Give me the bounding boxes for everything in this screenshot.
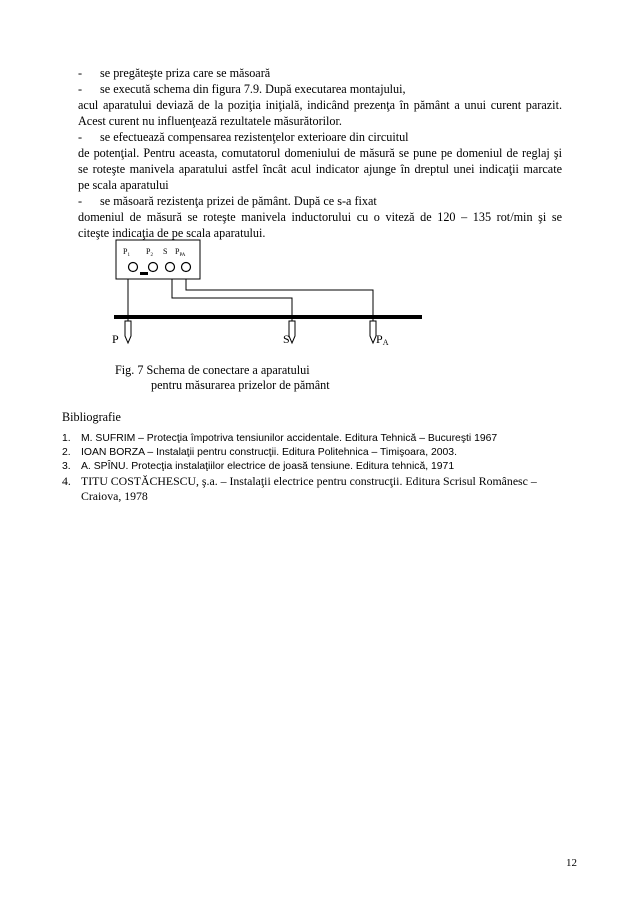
wire-pa: [186, 279, 373, 321]
bibliography-item: [62, 432, 497, 446]
electrode-p: [125, 321, 131, 343]
text-line: se efectuează compensarea rezistenţelor exterioare din circuitul: [100, 130, 409, 144]
terminal-p1-circle: [129, 263, 138, 272]
terminal-label-pa: $P_{PA}$: [175, 247, 186, 258]
text-line: Acest curent nu influenţează rezultatele măsurătorilor.: [78, 114, 342, 128]
electrode-s: [289, 321, 295, 343]
instrument-box: [116, 240, 200, 279]
text-line: de potenţial. Pentru aceasta, comutatorul domeniului de măsură se pune pe domeniul de reglaj şi: [78, 146, 562, 160]
text-line: se pregăteşte priza care se măsoară: [100, 66, 271, 80]
text-line: se roteşte manivela aparatului astfel încât acul indicator ajunge în dreptul unei indicaţii marcate: [78, 162, 562, 176]
figure-caption-line1: Fig. 7 Schema de conectare a aparatului: [115, 363, 310, 377]
text-line: pe scala aparatului: [78, 178, 169, 192]
page-number: 12: [566, 857, 577, 869]
text-line: acul aparatului deviază de la poziţia iniţială, indicând prezenţa în pământ a unui curent parazit.: [78, 98, 562, 112]
bibliography-heading: Bibliografie: [62, 410, 121, 424]
dash-bullet: -: [78, 194, 83, 208]
bibliography-item: [62, 446, 457, 460]
bibliography-item-continuation: Craiova, 1978: [81, 489, 148, 503]
terminal-s-circle: [166, 263, 175, 272]
text-line: domeniul de măsură se roteşte manivela inductorului cu o viteză de 120 – 135 rot/min şi se: [78, 210, 562, 224]
figure-caption-line2: pentru măsurarea prizelor de pământ: [151, 378, 330, 392]
text-line: citeşte indicaţia de pe scala aparatului.: [78, 226, 266, 240]
bibliography-item: [62, 460, 454, 474]
terminal-pa-circle: [182, 263, 191, 272]
bibliography-number: 1.: [62, 433, 71, 444]
terminal-p2-circle: [149, 263, 158, 272]
bibliography-text: TITU COSTĂCHESCU, ş.a. – Instalaţii electrice pentru construcţii. Editura Scrisul Românesc –: [81, 474, 537, 488]
ground-surface-line: [114, 315, 422, 319]
electrode-label-s: S: [283, 332, 290, 346]
terminal-label-s: S: [163, 247, 168, 256]
bibliography-number: 3.: [62, 461, 71, 472]
bibliography-text: IOAN BORZA – Instalaţii pentru construcţii. Editura Politehnica – Timişoara, 2003.: [81, 447, 457, 458]
bibliography-text: M. SUFRIM – Protecţia împotriva tensiunilor accidentale. Editura Tehnică – Bucureşti 1967: [81, 433, 498, 444]
electrode-label-pa: PA: [376, 332, 389, 347]
terminal-label-p2: $P_2$: [146, 247, 153, 258]
bridge-p1-p2: [140, 272, 148, 275]
text-line: se măsoară rezistenţa prizei de pământ. După ce s-a fixat: [100, 194, 377, 208]
bibliography-number: 4.: [62, 474, 71, 488]
bibliography-text: A. SPÎNU. Protecţia instalaţiilor electrice de joasă tensiune. Editura tehnică, 1971: [81, 461, 455, 472]
terminal-label-p1: $P_1$: [123, 247, 130, 258]
dash-bullet: -: [78, 82, 83, 96]
bibliography-item: [62, 474, 537, 488]
dash-bullet: -: [78, 66, 83, 80]
dash-bullet: -: [78, 130, 83, 144]
bibliography-number: 2.: [62, 447, 71, 458]
wire-s: [172, 279, 292, 321]
electrode-label-p: P: [112, 332, 119, 346]
text-line: se execută schema din figura 7.9. După executarea montajului,: [100, 82, 406, 96]
